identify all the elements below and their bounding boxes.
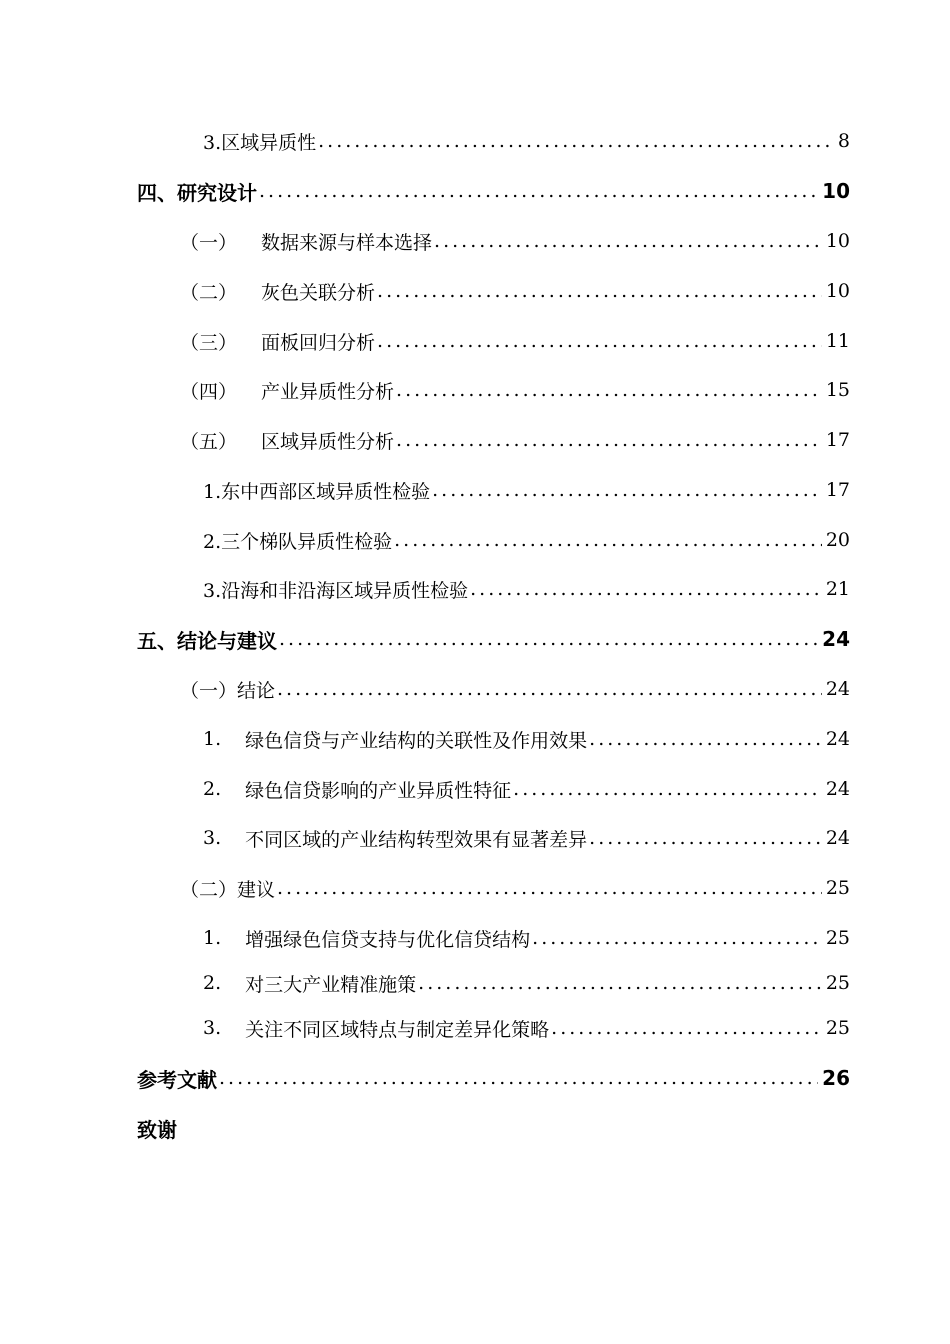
- toc-page-number: 25: [825, 1017, 850, 1039]
- toc-leader-dots: [394, 525, 822, 555]
- toc-page-number: 21: [825, 578, 850, 600]
- toc-leader-dots: [277, 674, 822, 704]
- toc-entry-prefix: （五）: [180, 430, 238, 453]
- toc-leader-dots: [532, 923, 822, 953]
- toc-entry-title: 1.东中西部区域异质性检验: [203, 480, 431, 503]
- toc-entry-regional-heterogeneity[interactable]: [203, 126, 850, 156]
- toc-page-number: 24: [825, 827, 850, 849]
- toc-entry-title: 灰色关联分析: [261, 281, 376, 304]
- toc-entry-prefix: 2.: [203, 778, 222, 800]
- toc-entry-title: 3.区域异质性: [203, 131, 317, 154]
- toc-leader-dots: [318, 126, 834, 156]
- toc-page-number: 24: [825, 678, 850, 700]
- toc-entry-title: 面板回归分析: [261, 331, 376, 354]
- toc-page-number: 25: [825, 927, 850, 949]
- toc-entry-references[interactable]: [137, 1063, 850, 1093]
- toc-entry-prefix: （二）: [180, 281, 238, 304]
- toc-leader-dots: [219, 1063, 818, 1093]
- toc-entry-title: 不同区域的产业结构转型效果有显著差异: [245, 828, 588, 851]
- toc-page-number: 17: [825, 429, 850, 451]
- toc-entry-prefix: （三）: [180, 331, 238, 354]
- toc-entry-prefix: （四）: [180, 380, 238, 403]
- toc-page-number: 24: [822, 627, 850, 651]
- toc-entry-relevance-effect[interactable]: [203, 724, 850, 754]
- toc-entry-title: 对三大产业精准施策: [245, 973, 417, 996]
- toc-leader-dots: [434, 226, 822, 256]
- toc-entry-title: （二）建议: [180, 878, 276, 901]
- toc-entry-title: 关注不同区域特点与制定差异化策略: [245, 1018, 550, 1041]
- toc-entry-conclusions[interactable]: [180, 674, 850, 704]
- toc-entry-prefix: （一）: [180, 231, 238, 254]
- toc-entry-east-central-west[interactable]: [203, 475, 850, 505]
- toc-entry-title: 2.三个梯队异质性检验: [203, 530, 393, 553]
- toc-entry-title: 绿色信贷影响的产业异质性特征: [245, 779, 512, 802]
- toc-entry-prefix: 3.: [203, 1017, 222, 1039]
- toc-page-number: 10: [822, 179, 850, 203]
- toc-page-number: 25: [825, 877, 850, 899]
- toc-page-number: 17: [825, 479, 850, 501]
- toc-page-number: 15: [825, 379, 850, 401]
- toc-entry-industry-heterogeneity[interactable]: [180, 375, 850, 405]
- toc-leader-dots: [377, 276, 822, 306]
- toc-leader-dots: [396, 425, 822, 455]
- toc-entry-research-design[interactable]: [137, 176, 850, 206]
- toc-leader-dots: [589, 724, 822, 754]
- toc-leader-dots: [589, 823, 822, 853]
- toc-page-number: 25: [825, 972, 850, 994]
- toc-leader-dots: [396, 375, 822, 405]
- toc-page-number: 10: [825, 230, 850, 252]
- toc-entry-title: 绿色信贷与产业结构的关联性及作用效果: [245, 729, 588, 752]
- toc-entry-regional-analysis[interactable]: [180, 425, 850, 455]
- toc-page-number: 24: [825, 778, 850, 800]
- toc-entry-differentiated-strategy[interactable]: [203, 1013, 850, 1043]
- toc-leader-dots: [279, 624, 818, 654]
- toc-page-number: 26: [822, 1066, 850, 1090]
- toc-leader-dots: [377, 326, 822, 356]
- toc-entry-prefix: 1.: [203, 927, 222, 949]
- toc-entry-acknowledgements[interactable]: [137, 1113, 850, 1143]
- toc-page-number: 10: [825, 280, 850, 302]
- toc-page-number: 8: [837, 130, 850, 152]
- toc-entry-data-source[interactable]: [180, 226, 850, 256]
- toc-leader-dots: [470, 574, 822, 604]
- toc-entry-title: （一）结论: [180, 679, 276, 702]
- toc-leader-dots: [277, 873, 822, 903]
- toc-leader-dots: [418, 968, 822, 998]
- toc-page-number: 20: [825, 529, 850, 551]
- toc-page-number: 11: [825, 330, 850, 352]
- toc-entry-industry-features[interactable]: [203, 774, 850, 804]
- toc-leader-dots: [513, 774, 822, 804]
- toc-entry-three-tiers[interactable]: [203, 525, 850, 555]
- toc-entry-title: 区域异质性分析: [261, 430, 395, 453]
- toc-entry-title: 数据来源与样本选择: [261, 231, 433, 254]
- toc-entry-title: 五、结论与建议: [137, 628, 277, 653]
- toc-entry-prefix: 2.: [203, 972, 222, 994]
- toc-entry-panel-regression[interactable]: [180, 326, 850, 356]
- toc-entry-prefix: 1.: [203, 728, 222, 750]
- toc-entry-precise-policy[interactable]: [203, 968, 850, 998]
- toc-entry-title: 增强绿色信贷支持与优化信贷结构: [245, 928, 531, 951]
- toc-entry-strengthen-credit[interactable]: [203, 923, 850, 953]
- toc-entry-title: 参考文献: [137, 1067, 217, 1092]
- toc-entry-suggestions[interactable]: [180, 873, 850, 903]
- toc-leader-dots: [259, 176, 818, 206]
- toc-leader-dots: [432, 475, 822, 505]
- toc-leader-dots: [551, 1013, 822, 1043]
- toc-entry-prefix: 3.: [203, 827, 222, 849]
- toc-entry-title: 四、研究设计: [137, 180, 257, 205]
- toc-entry-grey-relational[interactable]: [180, 276, 850, 306]
- toc-entry-regional-effect[interactable]: [203, 823, 850, 853]
- toc-entry-title: 致谢: [137, 1117, 177, 1142]
- toc-page-number: 24: [825, 728, 850, 750]
- toc-entry-conclusions-suggestions[interactable]: [137, 624, 850, 654]
- toc-entry-title: 产业异质性分析: [261, 380, 395, 403]
- toc-entry-coastal[interactable]: [203, 574, 850, 604]
- toc-entry-title: 3.沿海和非沿海区域异质性检验: [203, 579, 469, 602]
